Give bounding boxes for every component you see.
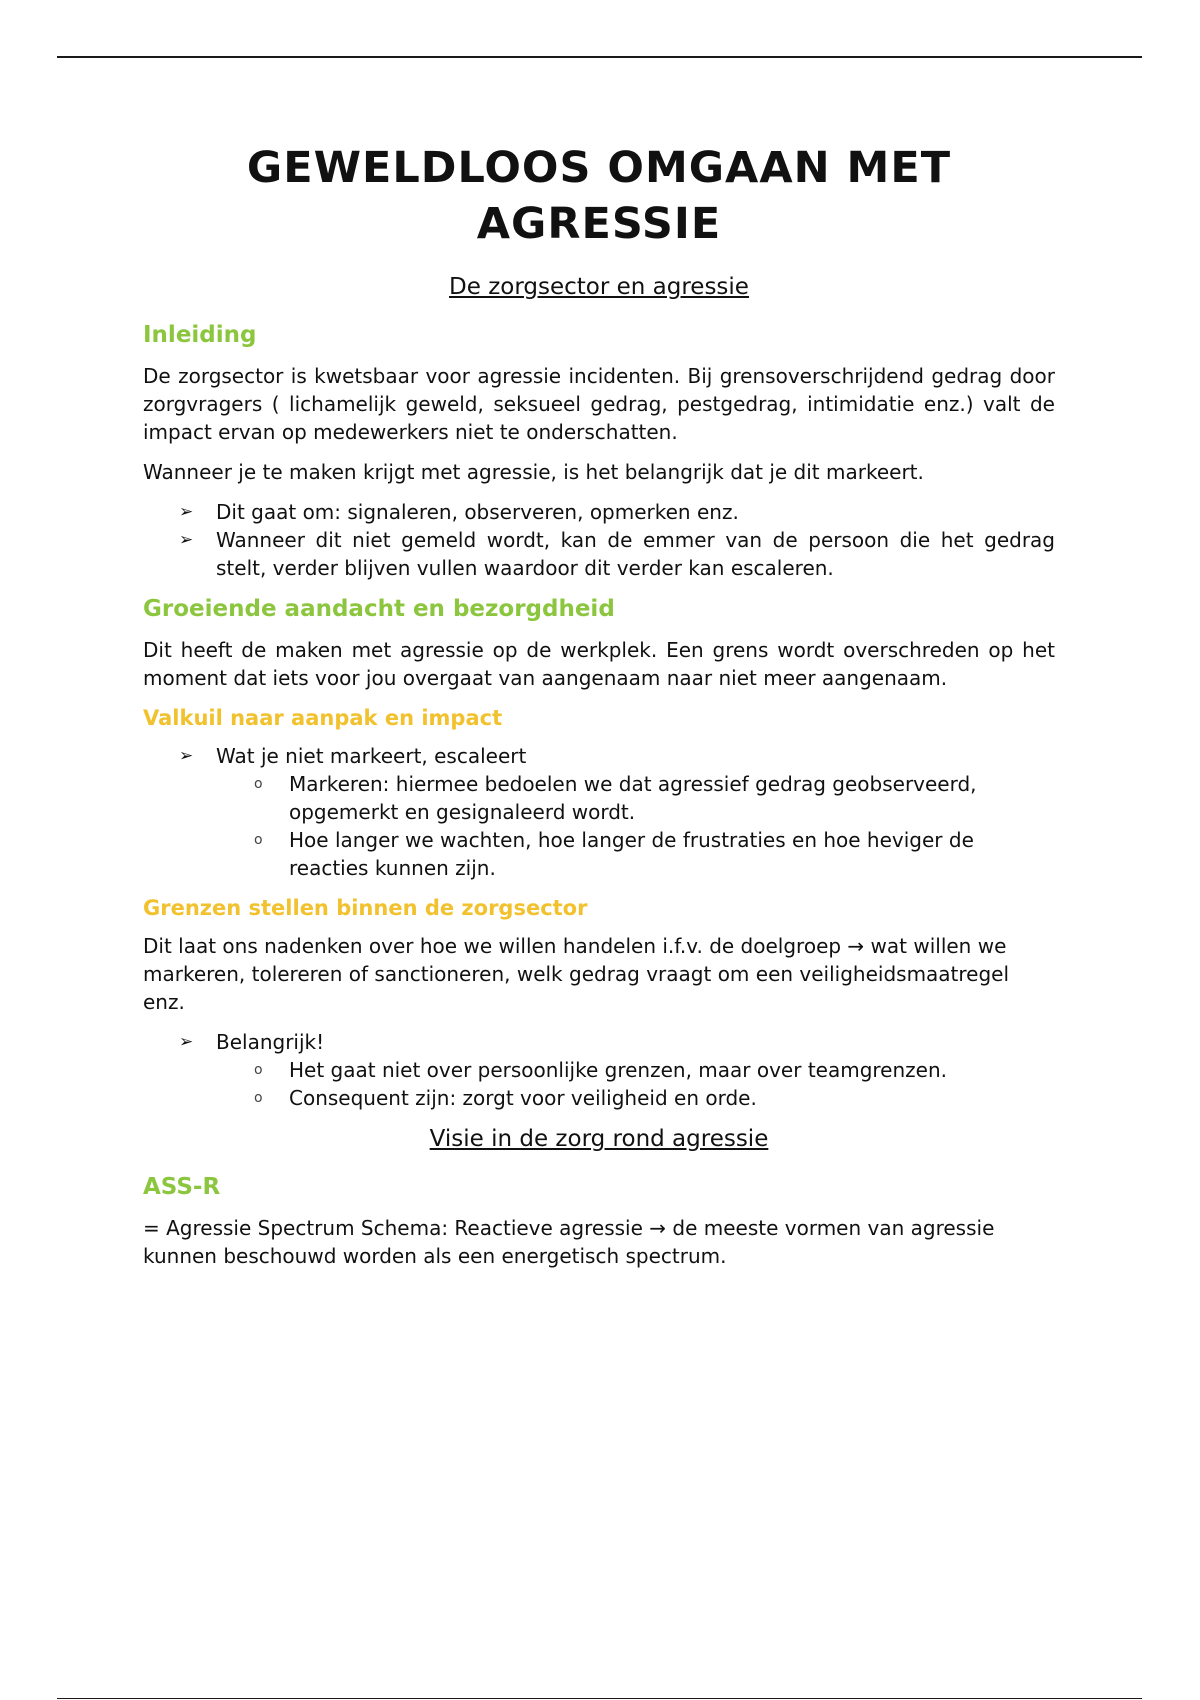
arrow-bullet-icon: ➢: [179, 1032, 194, 1052]
sub-list-item: [254, 1056, 1055, 1084]
sub-list-item-text: Hoe langer we wachten, hoe langer de frustraties en hoe heviger de reacties kunnen zijn.: [289, 828, 974, 880]
paragraph-groeiende-aandacht: Dit heeft de maken met agressie op de werkplek. Een grens wordt overschreden op het moment dat iets voor jou overgaat van aangenaam naar niet meer aangenaam.: [143, 638, 1055, 690]
list-item: [179, 526, 1055, 582]
sub-list-item: [254, 770, 1055, 826]
paragraph-ass-r: = Agressie Spectrum Schema: Reactieve agressie → de meeste vormen van agressie kunnen beschouwd worden als een energetisch spectrum.: [143, 1216, 995, 1268]
list-item-text: Wat je niet markeert, escaleert: [216, 744, 527, 768]
arrow-bullet-icon: ➢: [179, 530, 194, 550]
paragraph-inleiding-2: Wanneer je te maken krijgt met agressie, is het belangrijk dat je dit markeert.: [143, 460, 924, 484]
sub-list-item-text: Consequent zijn: zorgt voor veiligheid en orde.: [289, 1086, 757, 1110]
list-item-text: Dit gaat om: signaleren, observeren, opmerken enz.: [216, 500, 739, 524]
bullet-list-inleiding: [143, 498, 1055, 582]
sub-list-item-text: Het gaat niet over persoonlijke grenzen, maar over teamgrenzen.: [289, 1058, 947, 1082]
arrow-bullet-icon: ➢: [179, 746, 194, 766]
heading-inleiding: Inleiding: [143, 322, 257, 348]
list-item: [179, 742, 1055, 882]
bottom-rule: [57, 1698, 1142, 1699]
list-item: [179, 498, 1055, 526]
paragraph-grenzen: Dit laat ons nadenken over hoe we willen handelen i.f.v. de doelgroep → wat willen we markeren, tolereren of sanctioneren, welk gedrag vraagt om een veiligheidsmaatregel enz.: [143, 934, 1010, 1014]
circle-bullet-icon: o: [254, 1062, 263, 1078]
bullet-list-grenzen: [143, 1028, 1055, 1112]
bullet-list-valkuil: [143, 742, 1055, 882]
circle-bullet-icon: o: [254, 1090, 263, 1106]
circle-bullet-icon: o: [254, 832, 263, 848]
list-item-text: Wanneer dit niet gemeld wordt, kan de emmer van de persoon die het gedrag stelt, verder blijven vullen waardoor dit verder kan escaleren.: [216, 528, 1055, 580]
heading-grenzen: Grenzen stellen binnen de zorgsector: [143, 896, 588, 920]
circle-bullet-icon: o: [254, 776, 263, 792]
sub-bullet-list: [216, 1056, 1055, 1112]
arrow-bullet-icon: ➢: [179, 502, 194, 522]
document-page: [143, 140, 1055, 1282]
heading-valkuil: Valkuil naar aanpak en impact: [143, 706, 503, 730]
heading-ass-r: ASS-R: [143, 1174, 221, 1200]
sub-list-item-text: Markeren: hiermee bedoelen we dat agressief gedrag geobserveerd, opgemerkt en gesignaleerd wordt.: [289, 772, 977, 824]
section-subtitle-visie: Visie in de zorg rond agressie: [429, 1126, 769, 1152]
list-item-text: Belangrijk!: [216, 1030, 325, 1054]
sub-list-item: [254, 1084, 1055, 1112]
paragraph-inleiding-1: De zorgsector is kwetsbaar voor agressie incidenten. Bij grensoverschrijdend gedrag door zorgvragers ( lichamelijk geweld, seksueel gedrag, pestgedrag, intimidatie enz.) valt de impact ervan op medewerkers niet te onderschatten.: [143, 364, 1055, 444]
sub-bullet-list: [216, 770, 1055, 882]
sub-list-item: [254, 826, 1055, 882]
list-item: [179, 1028, 1055, 1112]
section-subtitle-zorgsector: De zorgsector en agressie: [449, 274, 749, 300]
page-title: GEWELDLOOS OMGAAN MET AGRESSIE: [246, 143, 952, 249]
heading-groeiende-aandacht: Groeiende aandacht en bezorgdheid: [143, 596, 615, 622]
top-rule: [57, 56, 1142, 58]
